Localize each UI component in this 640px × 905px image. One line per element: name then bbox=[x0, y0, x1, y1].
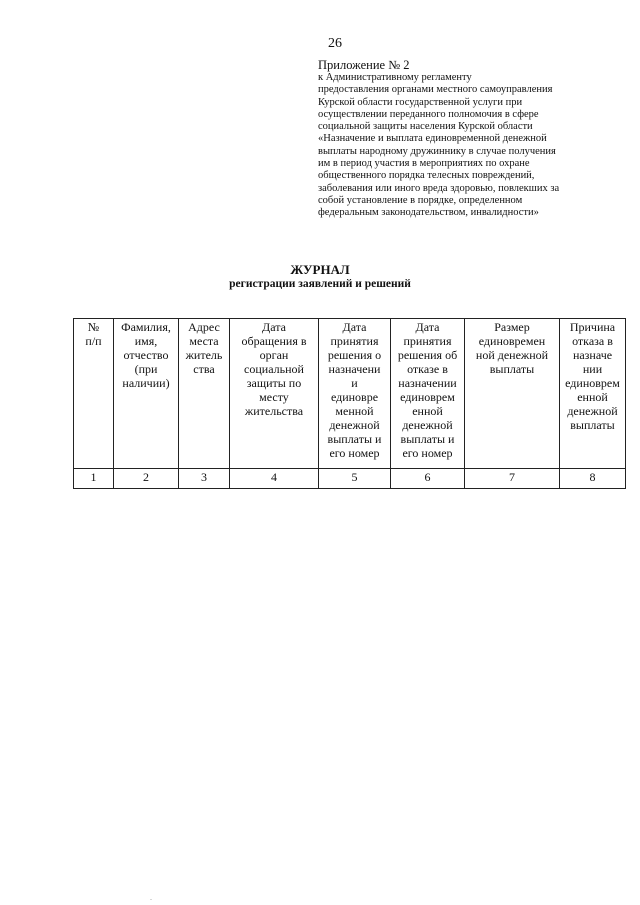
column-number: 3 bbox=[179, 469, 230, 489]
appendix-block bbox=[318, 58, 618, 220]
document-title bbox=[0, 262, 640, 291]
appendix-line: собой установление в порядке, определенном bbox=[318, 194, 523, 206]
column-number: 8 bbox=[560, 469, 626, 489]
appendix-line: «Назначение и выплата единовременной денежной bbox=[318, 133, 547, 145]
column-number: 4 bbox=[230, 469, 319, 489]
appendix-line: им в период участия в мероприятиях по охране bbox=[318, 158, 530, 170]
footer-mark: . bbox=[150, 893, 152, 902]
appendix-line: заболевания или иного вреда здоровью, повлекших за bbox=[318, 182, 560, 194]
column-number: 1 bbox=[74, 469, 114, 489]
column-number: 5 bbox=[319, 469, 391, 489]
appendix-line: осуществлении переданного полномочия в сфере bbox=[318, 108, 539, 120]
header-payment-amount: Размер единовремен ной денежной выплаты bbox=[465, 319, 560, 469]
appendix-line: к Административному регламенту bbox=[318, 72, 472, 83]
journal-title: ЖУРНАЛ bbox=[290, 262, 350, 277]
table-number-row bbox=[74, 469, 626, 489]
appendix-title: Приложение № 2 bbox=[318, 58, 410, 72]
header-approval-date: Дата принятия решения о назначени и единовре менной денежной выплаты и его номер bbox=[319, 319, 391, 469]
appendix-line: Курской области государственной услуги при bbox=[318, 96, 523, 108]
column-number: 7 bbox=[465, 469, 560, 489]
header-application-date: Дата обращения в орган социальной защиты по месту жительства bbox=[230, 319, 319, 469]
column-number: 2 bbox=[114, 469, 179, 489]
table-header-row bbox=[74, 319, 626, 469]
appendix-line: общественного порядка телесных повреждений, bbox=[318, 170, 535, 182]
header-refusal-date: Дата принятия решения об отказе в назначении единоврем енной денежной выплаты и его номер bbox=[391, 319, 465, 469]
appendix-line: социальной защиты населения Курской области bbox=[318, 121, 533, 133]
appendix-line: предоставления органами местного самоуправления bbox=[318, 84, 553, 96]
header-refusal-reason: Причина отказа в назначе нии единоврем енной денежной выплаты bbox=[560, 319, 626, 469]
header-full-name: Фамилия, имя, отчество (при наличии) bbox=[114, 319, 179, 469]
journal-subtitle: регистрации заявлений и решений bbox=[229, 278, 411, 290]
appendix-line: федеральным законодательством, инвалидности» bbox=[318, 207, 539, 219]
registration-table bbox=[73, 318, 626, 489]
column-number: 6 bbox=[391, 469, 465, 489]
appendix-line: выплаты народному дружиннику в случае получения bbox=[318, 145, 556, 157]
page-number: 26 bbox=[328, 36, 342, 51]
header-number: № п/п bbox=[74, 319, 114, 469]
header-address: Адрес места житель ства bbox=[179, 319, 230, 469]
